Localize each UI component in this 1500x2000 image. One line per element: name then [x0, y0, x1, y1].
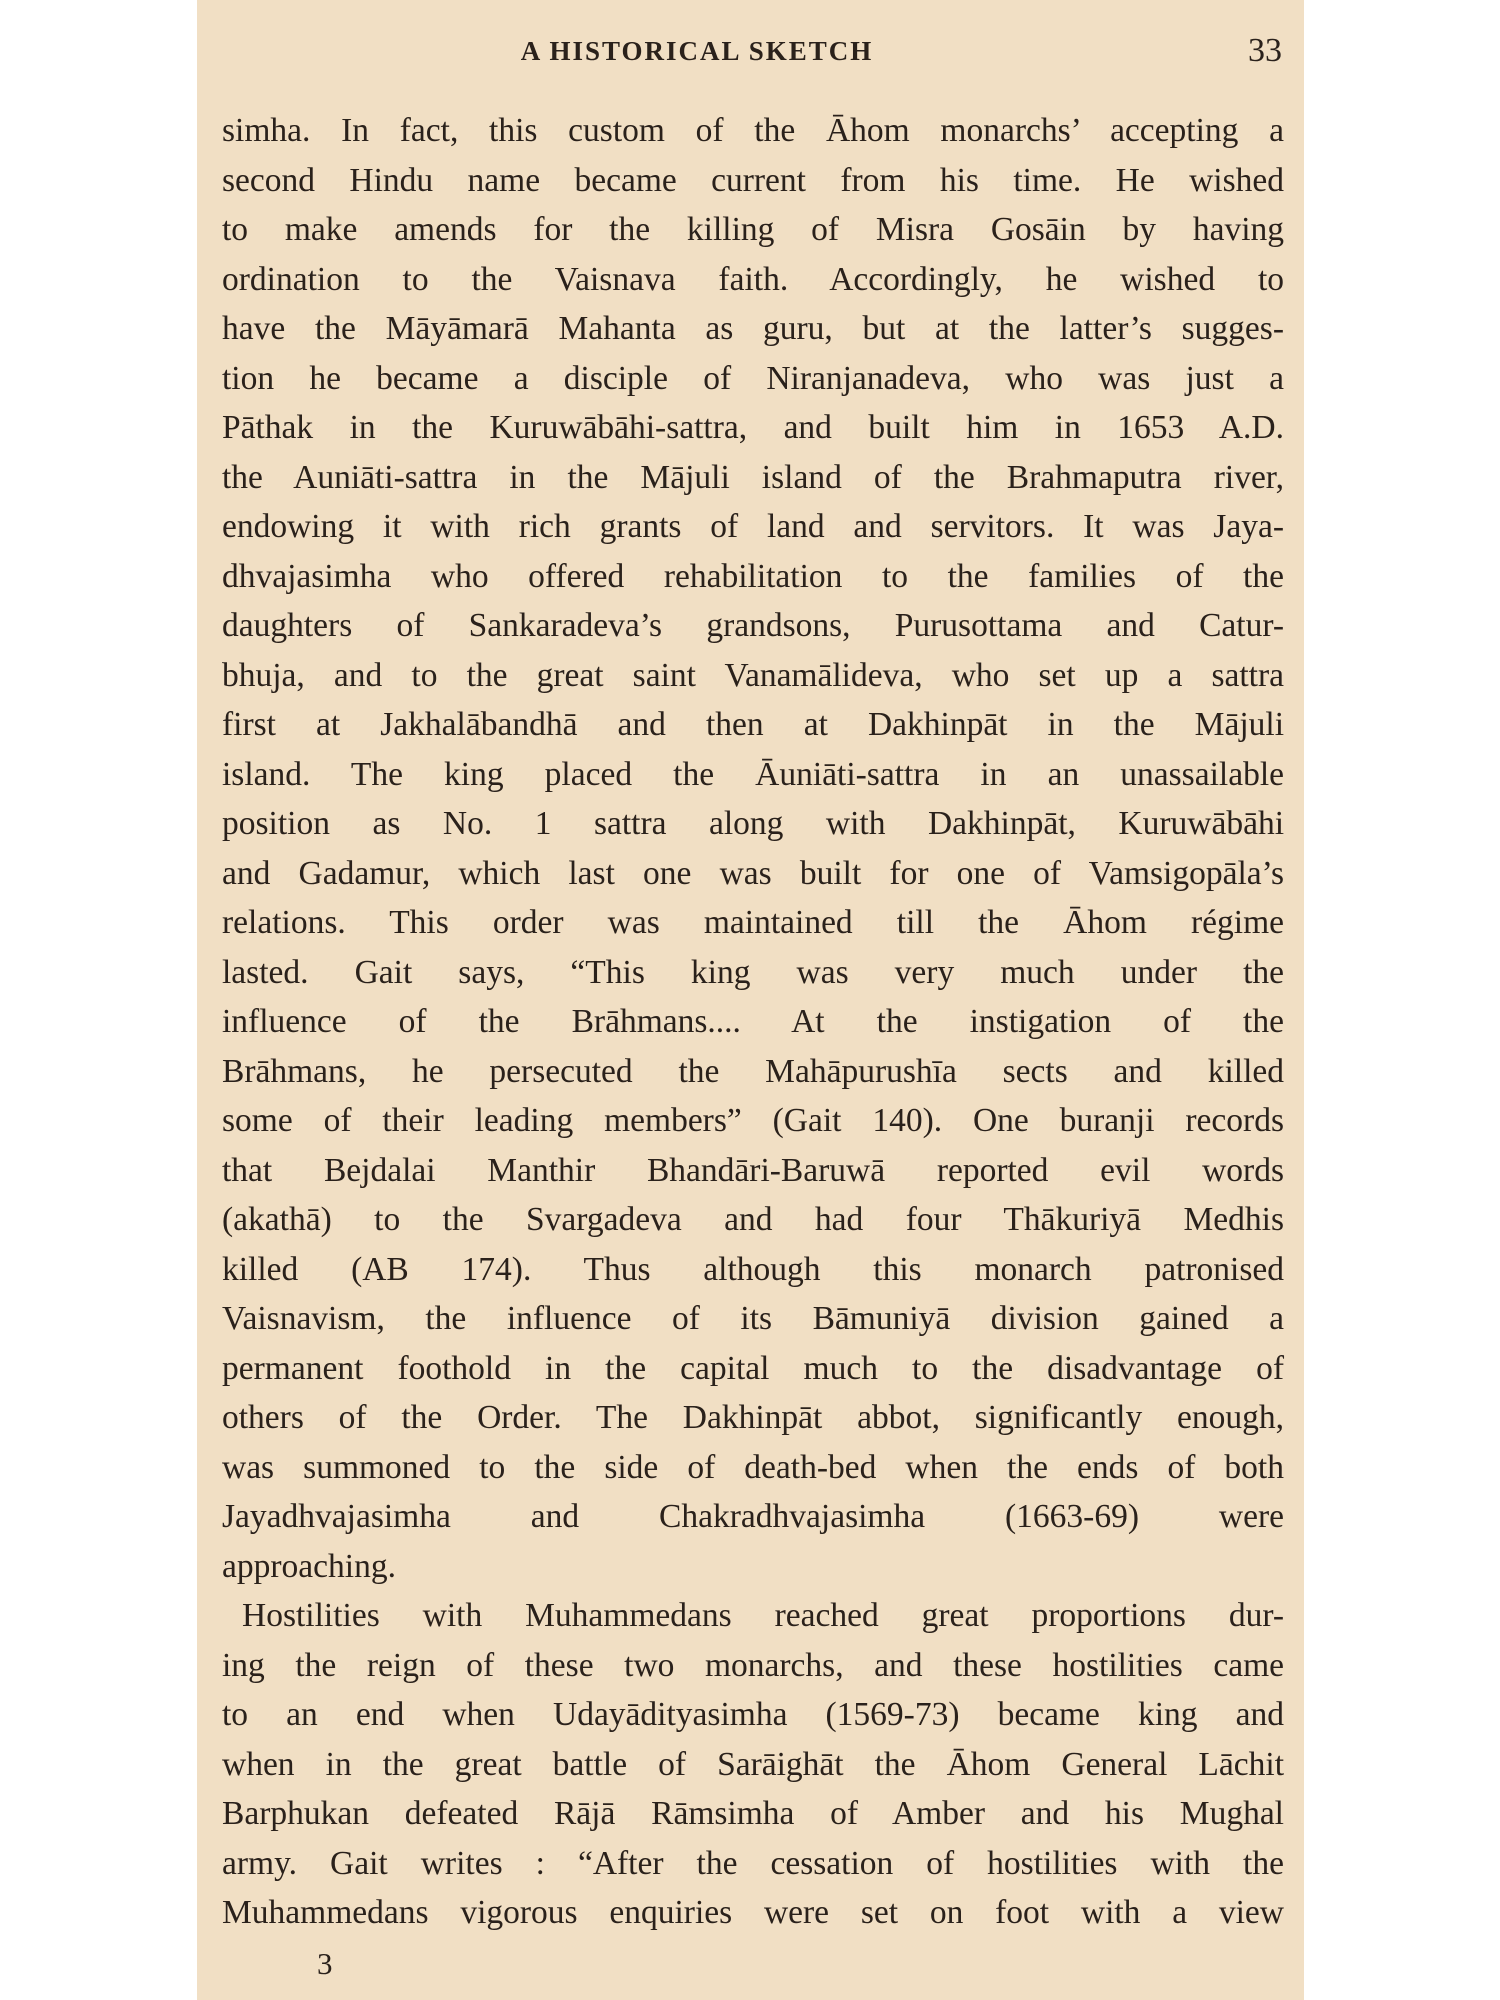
- text-line: dhvajasimha who offered rehabilitation to the families of the: [222, 557, 1284, 595]
- text-line: and Gadamur, which last one was built for one of Vamsigopāla’s: [222, 854, 1284, 892]
- page-number: 33: [1248, 32, 1282, 69]
- text-line: that Bejdalai Manthir Bhandāri-Baruwā reported evil words: [222, 1151, 1284, 1189]
- text-line: Jayadhvajasimha and Chakradhvajasimha (1663-69) were: [222, 1498, 1284, 1535]
- text-line: ing the reign of these two monarchs, and these hostilities came: [222, 1646, 1284, 1684]
- text-line: to make amends for the killing of Misra Gosāin by having: [222, 211, 1284, 248]
- text-line: bhuja, and to the great saint Vanamālideva, who set up a sattra: [222, 656, 1284, 694]
- book-page: [197, 0, 1304, 2000]
- text-line: Pāthak in the Kuruwābāhi-sattra, and built him in 1653 A.D.: [222, 409, 1284, 446]
- text-line: Vaisnavism, the influence of its Bāmuniyā division gained a: [222, 1300, 1284, 1337]
- text-line: Hostilities with Muhammedans reached great proportions dur-: [242, 1597, 1284, 1634]
- running-title: A HISTORICAL SKETCH: [520, 36, 874, 66]
- text-line: (akathā) to the Svargadeva and had four Thākuriyā Medhis: [222, 1201, 1284, 1238]
- text-line: some of their leading members” (Gait 140). One buranji records: [222, 1102, 1284, 1139]
- text-line: army. Gait writes : “After the cessation of hostilities with the: [222, 1844, 1284, 1882]
- text-line: lasted. Gait says, “This king was very much under the: [222, 953, 1284, 991]
- text-line: when in the great battle of Sarāighāt the Āhom General Lāchit: [222, 1745, 1284, 1783]
- text-line: endowing it with rich grants of land and servitors. It was Jaya-: [222, 508, 1284, 545]
- text-line: killed (AB 174). Thus although this monarch patronised: [222, 1250, 1284, 1288]
- text-line: tion he became a disciple of Niranjanadeva, who was just a: [222, 359, 1284, 397]
- text-line: relations. This order was maintained till the Āhom régime: [222, 904, 1284, 941]
- text-line: to an end when Udayādityasimha (1569-73) became king and: [222, 1696, 1284, 1733]
- text-line: ordination to the Vaisnava faith. Accordingly, he wished to: [222, 260, 1284, 298]
- text-line: Brāhmans, he persecuted the Mahāpurushīa sects and killed: [222, 1052, 1284, 1090]
- text-line: the Auniāti-sattra in the Mājuli island of the Brahmaputra river,: [222, 458, 1284, 496]
- text-line: island. The king placed the Āuniāti-sattra in an unassailable: [222, 755, 1284, 793]
- text-line: position as No. 1 sattra along with Dakhinpāt, Kuruwābāhi: [222, 805, 1284, 842]
- text-line: have the Māyāmarā Mahanta as guru, but at the latter’s sugges-: [222, 310, 1284, 347]
- text-line: others of the Order. The Dakhinpāt abbot, significantly enough,: [222, 1399, 1284, 1436]
- text-line: permanent foothold in the capital much to the disadvantage of: [222, 1349, 1284, 1387]
- signature-mark: 3: [317, 1946, 333, 1981]
- text-line: daughters of Sankaradeva’s grandsons, Purusottama and Catur-: [222, 607, 1284, 644]
- text-line: approaching.: [222, 1547, 396, 1585]
- text-line: influence of the Brāhmans.... At the instigation of the: [222, 1003, 1284, 1040]
- text-line: first at Jakhalābandhā and then at Dakhinpāt in the Mājuli: [222, 706, 1284, 743]
- text-line: second Hindu name became current from his time. He wished: [222, 161, 1284, 199]
- text-line: Barphukan defeated Rājā Rāmsimha of Amber and his Mughal: [222, 1795, 1284, 1832]
- text-line: Muhammedans vigorous enquiries were set on foot with a view: [222, 1894, 1284, 1931]
- text-line: was summoned to the side of death-bed when the ends of both: [222, 1448, 1284, 1486]
- page-body-text: [222, 106, 1284, 1938]
- page-header: [197, 32, 1304, 72]
- text-line: simha. In fact, this custom of the Āhom monarchs’ accepting a: [222, 112, 1284, 149]
